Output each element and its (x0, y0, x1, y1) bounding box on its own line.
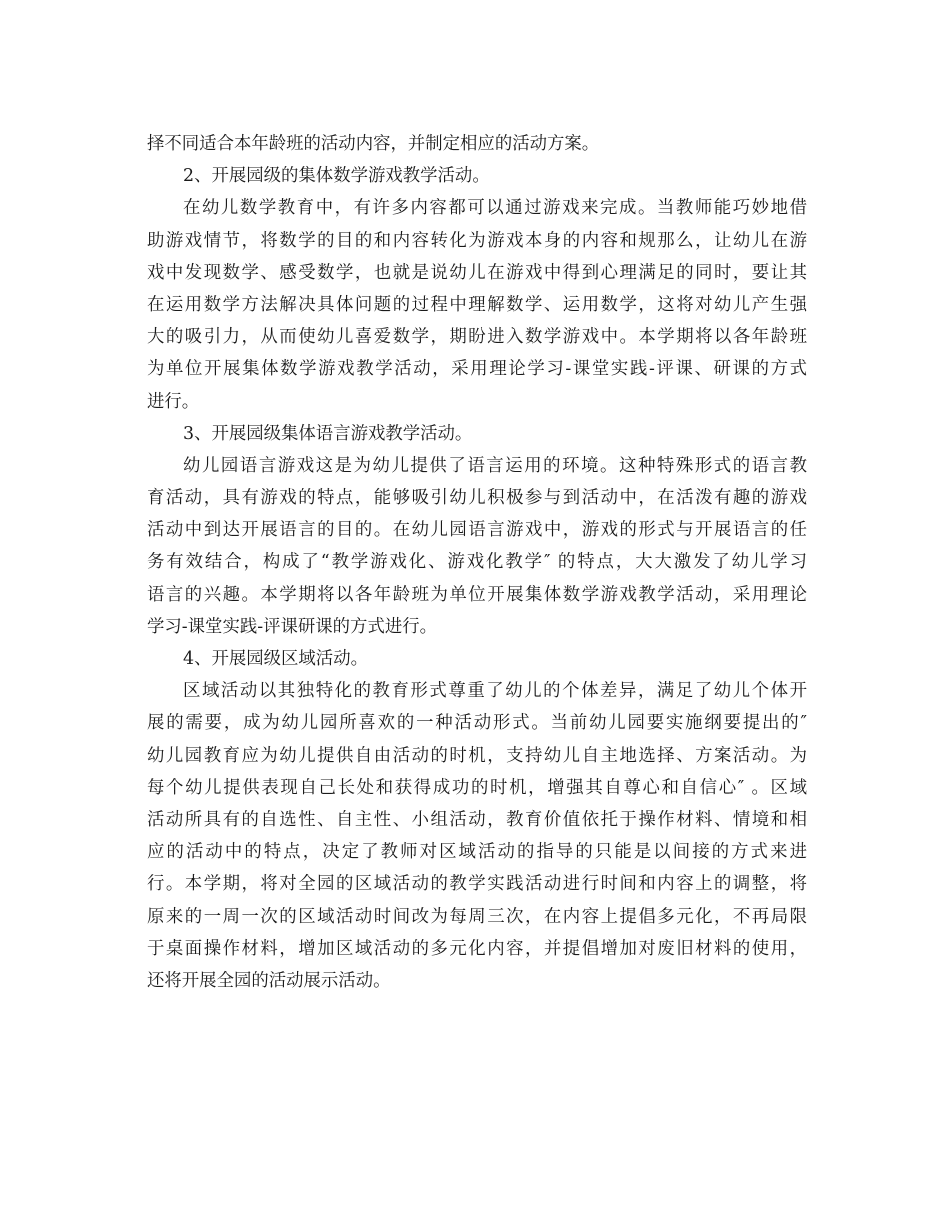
text-line: 进行。 (147, 391, 200, 412)
text-line: 展的需要，成为幼儿园所喜欢的一种活动形式。当前幼儿园要实施纲要提出的″ (147, 713, 807, 734)
text-line: 在幼儿数学教育中，有许多内容都可以通过游戏来完成。当教师能巧妙地借 (183, 198, 807, 219)
text-line: 大的吸引力，从而使幼儿喜爱数学，期盼进入数学游戏中。本学期将以各年龄班 (147, 327, 807, 348)
text-line: 择不同适合本年龄班的活动内容，并制定相应的活动方案。 (147, 134, 600, 154)
text-line: 4、开展园级区域活动。 (183, 649, 368, 669)
text-line: 活动所具有的自选性、自主性、小组活动，教育价值依托于操作材料、情境和相 (147, 809, 807, 830)
text-line: 原来的一周一次的区域活动时间改为每周三次，在内容上提倡多元化，不再局限 (147, 906, 807, 927)
text-line: 戏中发现数学、感受数学，也就是说幼儿在游戏中得到心理满足的同时，要让其 (147, 262, 807, 283)
text-line: 应的活动中的特点，决定了教师对区域活动的指导的只能是以间接的方式来进 (147, 842, 807, 863)
text-line: 行。本学期，将对全园的区域活动的教学实践活动进行时间和内容上的调整，将 (147, 874, 807, 895)
text-line: 还将开展全园的活动展示活动。 (147, 970, 391, 991)
text-line: 育活动，具有游戏的特点，能够吸引幼儿积极参与到活动中，在活泼有趣的游戏 (147, 488, 807, 509)
text-line: 区域活动以其独特化的教育形式尊重了幼儿的个体差异，满足了幼儿个体开 (183, 681, 807, 702)
text-line: 语言的兴趣。本学期将以各年龄班为单位开展集体数学游戏教学活动，采用理论 (147, 584, 807, 605)
text-line: 活动中到达开展语言的目的。在幼儿园语言游戏中，游戏的形式与开展语言的任 (147, 520, 807, 541)
text-line: 幼儿园教育应为幼儿提供自由活动的时机，支持幼儿自主地选择、方案活动。为 (147, 745, 807, 766)
text-line: 在运用数学方法解决具体问题的过程中理解数学、运用数学，这将对幼儿产生强 (147, 294, 807, 315)
text-line: 务有效结合，构成了“教学游戏化、游戏化教学″ 的特点，大大激发了幼儿学习 (147, 552, 807, 573)
text-line: 学习-课堂实践-评课研课的方式进行。 (147, 616, 438, 637)
text-line: 于桌面操作材料，增加区域活动的多元化内容，并提倡增加对废旧材料的使用， (147, 938, 807, 959)
text-line: 助游戏情节，将数学的目的和内容转化为游戏本身的内容和规那么，让幼儿在游 (147, 230, 807, 251)
text-line: 幼儿园语言游戏这是为幼儿提供了语言运用的环境。这种特殊形式的语言教 (183, 455, 807, 476)
document-body (147, 128, 807, 997)
text-line: 每个幼儿提供表现自己长处和获得成功的时机，增强其自尊心和自信心″ 。区域 (147, 777, 807, 798)
text-line: 为单位开展集体数学游戏教学活动，采用理论学习-课堂实践-评课、研课的方式 (147, 359, 807, 380)
text-line: 3、开展园级集体语言游戏教学活动。 (183, 423, 473, 444)
text-line: 2、开展园级的集体数学游戏教学活动。 (183, 166, 490, 187)
